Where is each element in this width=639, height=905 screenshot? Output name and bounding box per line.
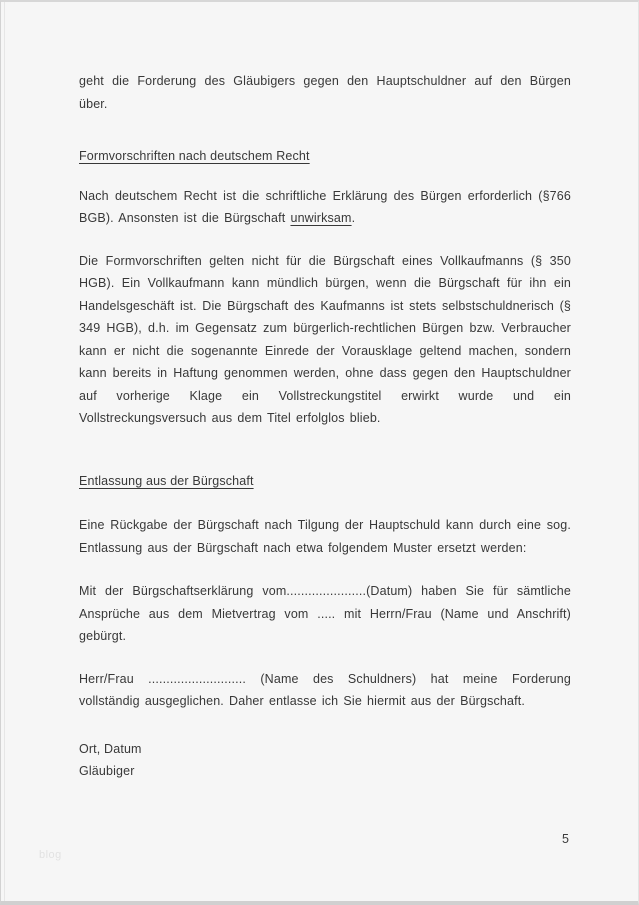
- signature-glaeubiger: Gläubiger: [79, 764, 135, 778]
- paragraph-muster-datum: Mit der Bürgschaftserklärung vom......................(Datum) haben Sie für sämtliche Ansprüche aus dem Mietvertrag vom ..... mit Herrn/Frau (Name und Anschrift) gebürgt.: [79, 584, 571, 643]
- paragraph-rueckgabe: Eine Rückgabe der Bürgschaft nach Tilgung der Hauptschuld kann durch eine sog. Entlassung aus der Bürgschaft nach etwa folgendem Muster ersetzt werden:: [79, 518, 571, 555]
- paragraph-formvorschriften-text: Nach deutschem Recht ist die schriftliche Erklärung des Bürgen erforderlich (§766 BGB). Ansonsten ist die Bürgschaft: [79, 188, 571, 225]
- watermark-blog: blog: [39, 849, 62, 861]
- signature-ort-datum: Ort, Datum: [79, 741, 142, 756]
- paragraph-formvorschriften: [79, 185, 571, 230]
- section-heading-formvorschriften: Formvorschriften nach deutschem Recht: [79, 149, 310, 163]
- document-body: [79, 70, 571, 783]
- paragraph-formvorschriften-period: .: [351, 211, 356, 225]
- paragraph-intro-continuation: geht die Forderung des Gläubigers gegen den Hauptschuldner auf den Bürgen über.: [79, 74, 571, 111]
- paragraph-muster-schuldner: Herr/Frau ........................... (Name des Schuldners) hat meine Forderung vollständig ausgeglichen. Daher entlasse ich Sie hiermit aus der Bürgschaft.: [79, 671, 571, 708]
- page-number: 5: [562, 832, 569, 846]
- section-heading-entlassung: Entlassung aus der Bürgschaft: [79, 473, 254, 488]
- paragraph-vollkaufmann: Die Formvorschriften gelten nicht für die Bürgschaft eines Vollkaufmanns (§ 350 HGB). Ein Vollkaufmann kann mündlich bürgen, wenn die Bürgschaft für ihn ein Handelsgeschäft ist. Die Bürgschaft des Kaufmanns ist stets selbstschuldnerisch (§ 349 HGB), d.h. im Gegensatz zum bürgerlich-rechtlichen Bürgen bzw. Verbraucher kann er nicht die sogenannte Einrede der Vorausklage geltend machen, sondern kann bereits in Haftung genommen werden, ohne dass gegen den Hauptschuldner auf vorherige Klage ein Vollstreckungstitel erwirkt wurde und ein Vollstreckungsversuch aus dem Titel erfolglos blieb.: [79, 253, 571, 425]
- underlined-word-unwirksam: unwirksam: [290, 211, 352, 225]
- signature-block: [79, 738, 571, 783]
